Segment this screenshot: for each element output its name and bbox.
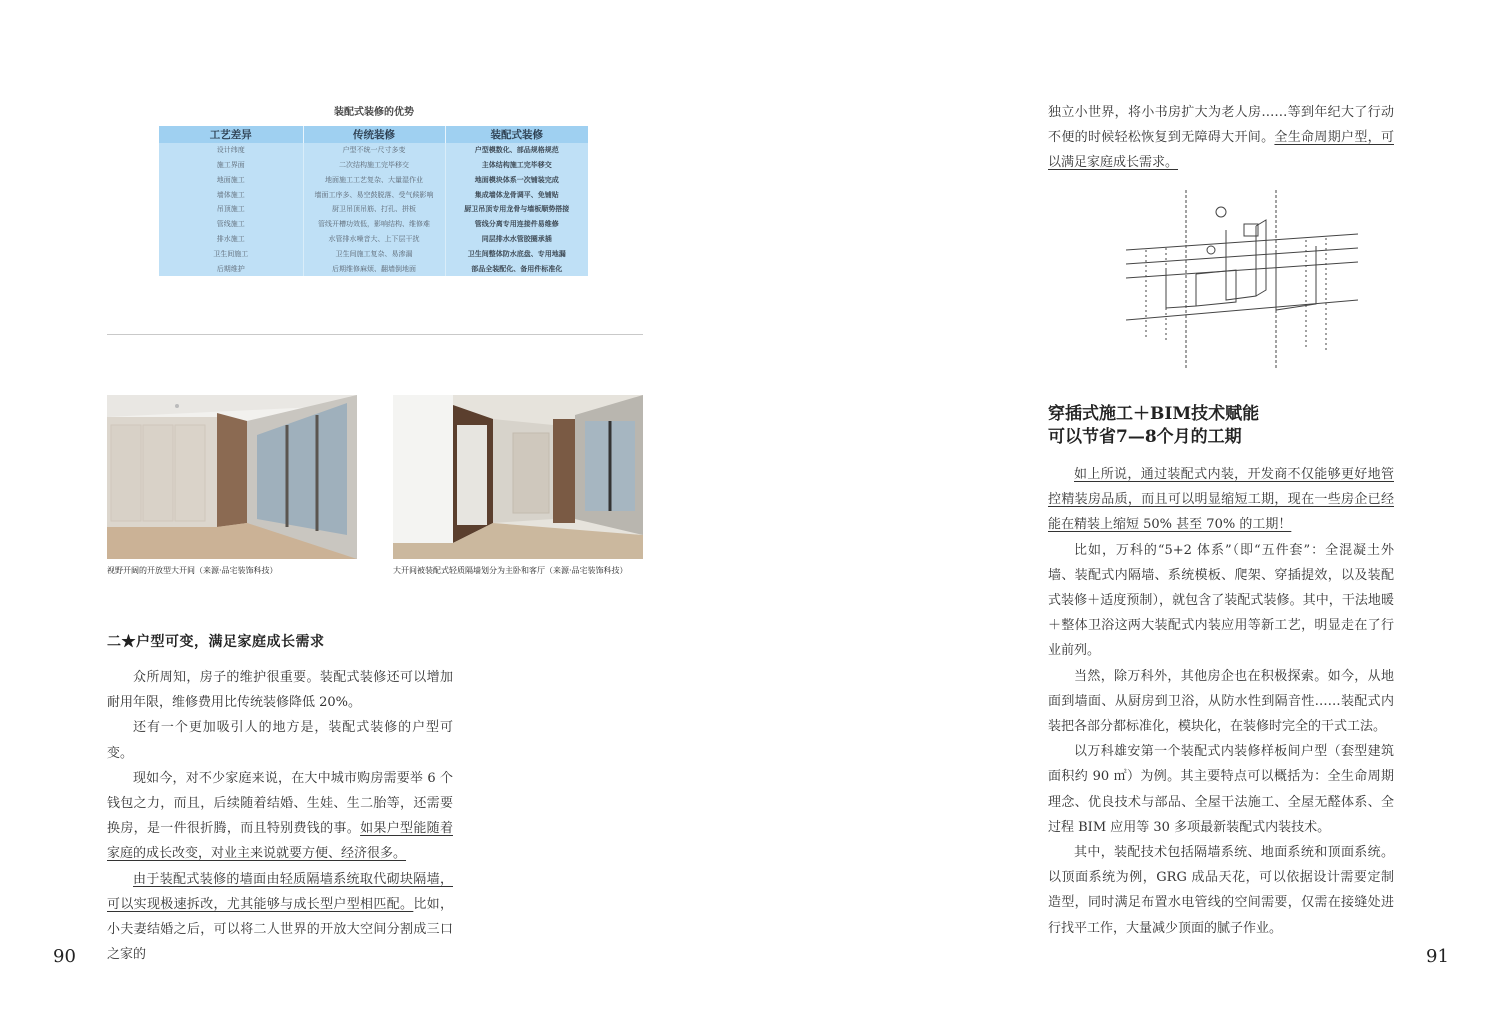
table-cell: 吊顶施工 — [216, 205, 245, 214]
table-row — [159, 246, 588, 261]
table-cell: 施工界面 — [216, 161, 245, 170]
table-cell: 厨卫吊顶专用龙骨与墙板顺势搭接 — [445, 202, 588, 217]
table-row — [159, 217, 588, 232]
table-cell: 卫生间施工 — [213, 249, 249, 258]
open-space-photo — [107, 395, 357, 559]
table-row — [159, 187, 588, 202]
text-run: 现如今，对不少家庭来说，在大中城市购房需要举 6 个钱包之力，而且，后续随着结婚、生娃、生二胎等，还需要换房，是一件很折腾，而且特别费钱的事。 — [107, 770, 453, 837]
table-row — [159, 143, 588, 158]
table-cell: 同层排水水管胶圈承插 — [445, 232, 588, 247]
paragraph — [1048, 100, 1394, 176]
table-cell: 排水施工 — [216, 234, 245, 243]
right-top-text — [1048, 100, 1394, 176]
table-cell: 地面模块体系一次铺装完成 — [445, 173, 588, 188]
photo-caption: 视野开阔的开放型大开间（来源·品宅装饰科技） — [107, 566, 278, 575]
table-cell: 管线分离专用连接件易维修 — [445, 217, 588, 232]
page-number: 91 — [1426, 946, 1449, 967]
table-cell: 卫生间施工复杂、易渗漏 — [303, 246, 445, 261]
room-illustration — [393, 395, 643, 559]
table-row — [159, 158, 588, 173]
section-divider — [107, 334, 643, 335]
table-cell: 卫生间整体防水底盘、专用地漏 — [445, 246, 588, 261]
table-row — [159, 202, 588, 217]
column-header: 传统装修 — [303, 126, 445, 143]
table-cell: 部品全装配化、备用件标准化 — [445, 261, 588, 276]
table-title: 装配式装修的优势 — [334, 107, 414, 118]
table-row — [159, 173, 588, 188]
paragraph: 众所周知，房子的维护很重要。装配式装修还可以增加耐用年限，维修费用比传统装修降低 20%。 — [107, 670, 453, 711]
table-cell: 后期维修麻烦、翻墙倒地面 — [303, 261, 445, 276]
heading-line: 可以节省7—8个月的工期 — [1048, 427, 1242, 447]
right-body-text — [1048, 462, 1394, 941]
table-cell: 管线开槽功效低，影响结构、维修难 — [303, 217, 445, 232]
paragraph: 还有一个更加吸引人的地方是，装配式装修的户型可变。 — [107, 720, 453, 761]
table-cell: 墙面工序多、易空鼓脱落、受气候影响 — [303, 187, 445, 202]
construction-drawing — [1126, 190, 1358, 368]
table-row — [159, 232, 588, 247]
paragraph: 其中，装配技术包括隔墙系统、地面系统和顶面系统。以顶面系统为例，GRG 成品天花，可以依据设计需要定制造型，同时满足布置水电管线的空间需要，仅需在接缝处进行找平工作，大量减少顶面的腻子作业。 — [1048, 845, 1394, 936]
underlined-paragraph: 如上所说，通过装配式内装，开发商不仅能够更好地管控精装房品质，而且可以明显缩短工期，现在一些房企已经能在精装上缩短 50% 甚至 70% 的工期！ — [1048, 467, 1394, 533]
table-cell: 地面施工 — [216, 175, 245, 184]
table-cell: 地面施工工艺复杂、大量湿作业 — [303, 173, 445, 188]
underlined-text: 由于装配式装修的墙面由轻质隔墙系统取代砌块隔墙，可以实现极速拆改，尤其能够与成长型户型相匹配。 — [107, 871, 453, 912]
table-header-row — [159, 126, 588, 143]
table-cell: 主体结构施工完毕移交 — [445, 158, 588, 173]
table-cell: 水管排水噪音大、上下层干扰 — [303, 232, 445, 247]
table-cell: 设计纬度 — [216, 146, 245, 155]
underlined-text: 如果户型能随着家庭的成长改变，对业主来说就要方便、经济很多。 — [107, 821, 453, 862]
table-cell: 户型模数化、部品规格规范 — [445, 143, 588, 158]
photo-caption: 大开间被装配式轻质隔墙划分为主卧和客厅（来源·品宅装饰科技） — [393, 566, 628, 575]
text-run: 独立小世界，将小书房扩大为老人房……等到年纪大了行动不便的时候轻松恢复到无障碍大开间。 — [1048, 105, 1394, 146]
paragraph — [107, 766, 453, 867]
partitioned-room-photo — [393, 395, 643, 559]
section-heading: 二★户型可变，满足家庭成长需求 — [107, 634, 325, 650]
paragraph — [107, 867, 453, 968]
comparison-table — [159, 126, 588, 276]
text-run: 比如，小夫妻结婚之后，可以将二人世界的开放大空间分割成三口之家的 — [107, 896, 453, 963]
section-heading — [1048, 403, 1259, 449]
column-header: 工艺差异 — [159, 126, 303, 143]
underlined-text: 全生命周期户型，可以满足家庭成长需求。 — [1048, 130, 1394, 171]
table-cell: 二次结构施工完毕移交 — [303, 158, 445, 173]
table-cell: 集成墙体龙骨调平、免铺贴 — [445, 187, 588, 202]
paragraph: 比如，万科的“5+2 体系”（即“五件套”：全混凝土外墙、装配式内隔墙、系统模板、爬架、穿插提效，以及装配式装修＋适度预制），就包含了装配式装修。其中，干法地暖＋整体卫浴这两大装配式内装应用等新工艺，明显走在了行业前列。 — [1048, 542, 1394, 659]
table-cell: 管线施工 — [216, 220, 245, 229]
table-row — [159, 261, 588, 276]
table-cell: 后期维护 — [216, 264, 245, 273]
heading-line: 穿插式施工＋BIM技术赋能 — [1048, 404, 1260, 424]
page-number: 90 — [53, 946, 76, 967]
paragraph: 以万科雄安第一个装配式内装修样板间户型（套型建筑面积约 90 ㎡）为例。其主要特点可以概括为：全生命周期理念、优良技术与部品、全屋干法施工、全屋无醛体系、全过程 BIM 应用等 30 多项最新装配式内装技术。 — [1048, 744, 1394, 835]
column-header: 装配式装修 — [445, 126, 588, 143]
left-body-text — [107, 665, 453, 967]
room-illustration — [107, 395, 357, 559]
table-cell: 墙体施工 — [216, 190, 245, 199]
paragraph: 当然，除万科外，其他房企也在积极探索。如今，从地面到墙面、从厨房到卫浴，从防水性到隔音性……装配式内装把各部分都标准化，模块化，在装修时完全的干式工法。 — [1048, 668, 1394, 735]
table-cell: 厨卫吊顶吊筋、打孔、拼板 — [303, 202, 445, 217]
table-cell: 户型不统一尺寸多变 — [303, 143, 445, 158]
